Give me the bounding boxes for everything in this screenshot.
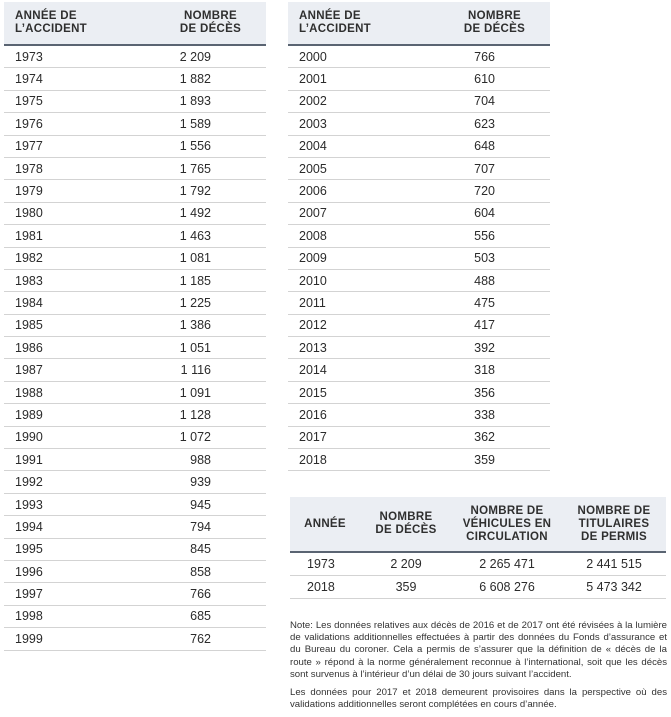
cell-year: 1998 <box>4 605 125 627</box>
cell-year: 1976 <box>4 113 125 135</box>
cell-deaths: 945 <box>125 493 266 515</box>
cell-deaths: 359 <box>409 449 550 471</box>
table-row <box>288 247 550 269</box>
cell-year: 1994 <box>4 516 125 538</box>
deaths-table-body <box>288 45 550 471</box>
cell-deaths: 1 556 <box>125 135 266 157</box>
cell-year: 2009 <box>288 247 409 269</box>
cell-year: 1975 <box>4 90 125 112</box>
cell-deaths: 720 <box>409 180 550 202</box>
summary-header-licence: NOMBRE DE TITULAIRES DE PERMIS <box>562 497 666 552</box>
cell-deaths: 766 <box>409 45 550 68</box>
table-row <box>4 135 266 157</box>
table-row <box>4 269 266 291</box>
cell-year: 1979 <box>4 180 125 202</box>
cell-deaths: 503 <box>409 247 550 269</box>
cell-year: 2008 <box>288 225 409 247</box>
cell-year: 1986 <box>4 337 125 359</box>
table-row <box>288 180 550 202</box>
cell-deaths: 1 882 <box>125 68 266 90</box>
table-row <box>288 426 550 448</box>
summary-row <box>290 576 666 599</box>
cell-deaths: 1 072 <box>125 426 266 448</box>
table-header-row <box>4 2 266 45</box>
cell-deaths: 766 <box>125 583 266 605</box>
table-row <box>4 404 266 426</box>
note-provisional: Les données pour 2017 et 2018 demeurent provisoires dans la perspective où des validations additionnelles seront complétées en cours d’année. <box>290 687 667 711</box>
cell-deaths: 794 <box>125 516 266 538</box>
summary-cell-year: 1973 <box>290 552 360 576</box>
cell-year: 2015 <box>288 381 409 403</box>
summary-cell-vehicles: 6 608 276 <box>452 576 562 599</box>
summary-cell-licence: 2 441 515 <box>562 552 666 576</box>
cell-deaths: 707 <box>409 157 550 179</box>
table-row <box>288 157 550 179</box>
summary-table <box>290 497 666 599</box>
cell-deaths: 1 463 <box>125 225 266 247</box>
cell-deaths: 604 <box>409 202 550 224</box>
notes-section <box>290 620 667 717</box>
summary-cell-vehicles: 2 265 471 <box>452 552 562 576</box>
cell-year: 2013 <box>288 337 409 359</box>
table-row <box>4 516 266 538</box>
cell-year: 1993 <box>4 493 125 515</box>
cell-deaths: 623 <box>409 113 550 135</box>
table-row <box>4 90 266 112</box>
table-row <box>4 113 266 135</box>
cell-deaths: 1 589 <box>125 113 266 135</box>
cell-deaths: 392 <box>409 337 550 359</box>
cell-deaths: 1 051 <box>125 337 266 359</box>
cell-deaths: 1 116 <box>125 359 266 381</box>
table-row <box>4 314 266 336</box>
cell-year: 2004 <box>288 135 409 157</box>
cell-year: 1995 <box>4 538 125 560</box>
table-row <box>4 225 266 247</box>
cell-deaths: 1 792 <box>125 180 266 202</box>
table-row <box>4 68 266 90</box>
cell-year: 1990 <box>4 426 125 448</box>
cell-year: 1992 <box>4 471 125 493</box>
cell-year: 1987 <box>4 359 125 381</box>
cell-year: 1997 <box>4 583 125 605</box>
table-row <box>4 560 266 582</box>
table-row <box>288 449 550 471</box>
table-row <box>288 135 550 157</box>
table-header-row <box>288 2 550 45</box>
cell-year: 1980 <box>4 202 125 224</box>
summary-cell-deaths: 359 <box>360 576 452 599</box>
cell-year: 1989 <box>4 404 125 426</box>
table-row <box>4 628 266 650</box>
table-row <box>288 404 550 426</box>
table-row <box>288 269 550 291</box>
deaths-table-2000-2018 <box>288 2 550 471</box>
cell-year: 2000 <box>288 45 409 68</box>
cell-deaths: 417 <box>409 314 550 336</box>
table-row <box>4 45 266 68</box>
summary-header-year: ANNÉE <box>290 497 360 552</box>
table-row <box>4 157 266 179</box>
cell-year: 2014 <box>288 359 409 381</box>
summary-cell-year: 2018 <box>290 576 360 599</box>
summary-header-vehicles: NOMBRE DE VÉHICULES EN CIRCULATION <box>452 497 562 552</box>
table-row <box>288 90 550 112</box>
cell-deaths: 475 <box>409 292 550 314</box>
table-row <box>288 359 550 381</box>
table-row <box>4 471 266 493</box>
cell-year: 1996 <box>4 560 125 582</box>
table-row <box>4 180 266 202</box>
table-row <box>4 605 266 627</box>
cell-deaths: 1 492 <box>125 202 266 224</box>
cell-deaths: 648 <box>409 135 550 157</box>
summary-header-row <box>290 497 666 552</box>
cell-year: 2010 <box>288 269 409 291</box>
cell-deaths: 858 <box>125 560 266 582</box>
cell-year: 1991 <box>4 449 125 471</box>
cell-year: 1978 <box>4 157 125 179</box>
cell-year: 1982 <box>4 247 125 269</box>
table-row <box>288 68 550 90</box>
cell-deaths: 610 <box>409 68 550 90</box>
cell-deaths: 1 091 <box>125 381 266 403</box>
cell-deaths: 488 <box>409 269 550 291</box>
cell-year: 2018 <box>288 449 409 471</box>
cell-deaths: 362 <box>409 426 550 448</box>
cell-deaths: 939 <box>125 471 266 493</box>
table-row <box>288 381 550 403</box>
table-row <box>4 426 266 448</box>
cell-deaths: 704 <box>409 90 550 112</box>
cell-year: 2011 <box>288 292 409 314</box>
header-year: ANNÉE DE L’ACCIDENT <box>288 2 409 45</box>
cell-deaths: 318 <box>409 359 550 381</box>
table-row <box>288 202 550 224</box>
cell-deaths: 988 <box>125 449 266 471</box>
table-row <box>4 337 266 359</box>
summary-cell-deaths: 2 209 <box>360 552 452 576</box>
table-row <box>4 292 266 314</box>
header-year: ANNÉE DE L’ACCIDENT <box>4 2 125 45</box>
cell-deaths: 1 128 <box>125 404 266 426</box>
table-row <box>4 493 266 515</box>
table-row <box>288 314 550 336</box>
cell-deaths: 356 <box>409 381 550 403</box>
header-deaths: NOMBRE DE DÉCÈS <box>409 2 550 45</box>
cell-year: 1988 <box>4 381 125 403</box>
table-row <box>4 449 266 471</box>
table-row <box>288 292 550 314</box>
cell-year: 1984 <box>4 292 125 314</box>
deaths-table-1973-1999 <box>4 2 266 651</box>
table-row <box>4 381 266 403</box>
note-revision: Note: Les données relatives aux décès de 2016 et de 2017 ont été révisées à la lumière de validations additionnelles effectuées à partir des données du Fonds d’assurance et du Bureau du coroner. Cela a permis de s’assurer que la définition de « décès de la route » répond à la norme généralement reconnue à l’international, soit que les décès sont survenus à l’intérieur d’un délai de 30 jours suivant l’accident. <box>290 620 667 680</box>
cell-year: 2006 <box>288 180 409 202</box>
cell-deaths: 1 386 <box>125 314 266 336</box>
summary-header-deaths: NOMBRE DE DÉCÈS <box>360 497 452 552</box>
cell-year: 2001 <box>288 68 409 90</box>
cell-year: 1983 <box>4 269 125 291</box>
deaths-table-body <box>4 45 266 650</box>
cell-year: 2003 <box>288 113 409 135</box>
summary-table-body <box>290 552 666 599</box>
summary-cell-licence: 5 473 342 <box>562 576 666 599</box>
cell-year: 2012 <box>288 314 409 336</box>
cell-year: 1985 <box>4 314 125 336</box>
table-row <box>288 225 550 247</box>
table-row <box>288 45 550 68</box>
cell-deaths: 762 <box>125 628 266 650</box>
summary-row <box>290 552 666 576</box>
cell-deaths: 1 225 <box>125 292 266 314</box>
cell-deaths: 1 765 <box>125 157 266 179</box>
table-row <box>4 583 266 605</box>
cell-deaths: 2 209 <box>125 45 266 68</box>
cell-deaths: 338 <box>409 404 550 426</box>
cell-deaths: 1 185 <box>125 269 266 291</box>
cell-year: 1981 <box>4 225 125 247</box>
cell-deaths: 1 893 <box>125 90 266 112</box>
table-row <box>4 538 266 560</box>
cell-deaths: 685 <box>125 605 266 627</box>
cell-year: 2016 <box>288 404 409 426</box>
cell-deaths: 845 <box>125 538 266 560</box>
table-row <box>288 113 550 135</box>
cell-year: 2002 <box>288 90 409 112</box>
table-row <box>4 247 266 269</box>
header-deaths: NOMBRE DE DÉCÈS <box>125 2 266 45</box>
cell-year: 1999 <box>4 628 125 650</box>
table-row <box>4 202 266 224</box>
cell-year: 2017 <box>288 426 409 448</box>
cell-year: 1977 <box>4 135 125 157</box>
cell-year: 1973 <box>4 45 125 68</box>
cell-year: 1974 <box>4 68 125 90</box>
table-row <box>288 337 550 359</box>
cell-deaths: 1 081 <box>125 247 266 269</box>
cell-deaths: 556 <box>409 225 550 247</box>
cell-year: 2005 <box>288 157 409 179</box>
table-row <box>4 359 266 381</box>
cell-year: 2007 <box>288 202 409 224</box>
